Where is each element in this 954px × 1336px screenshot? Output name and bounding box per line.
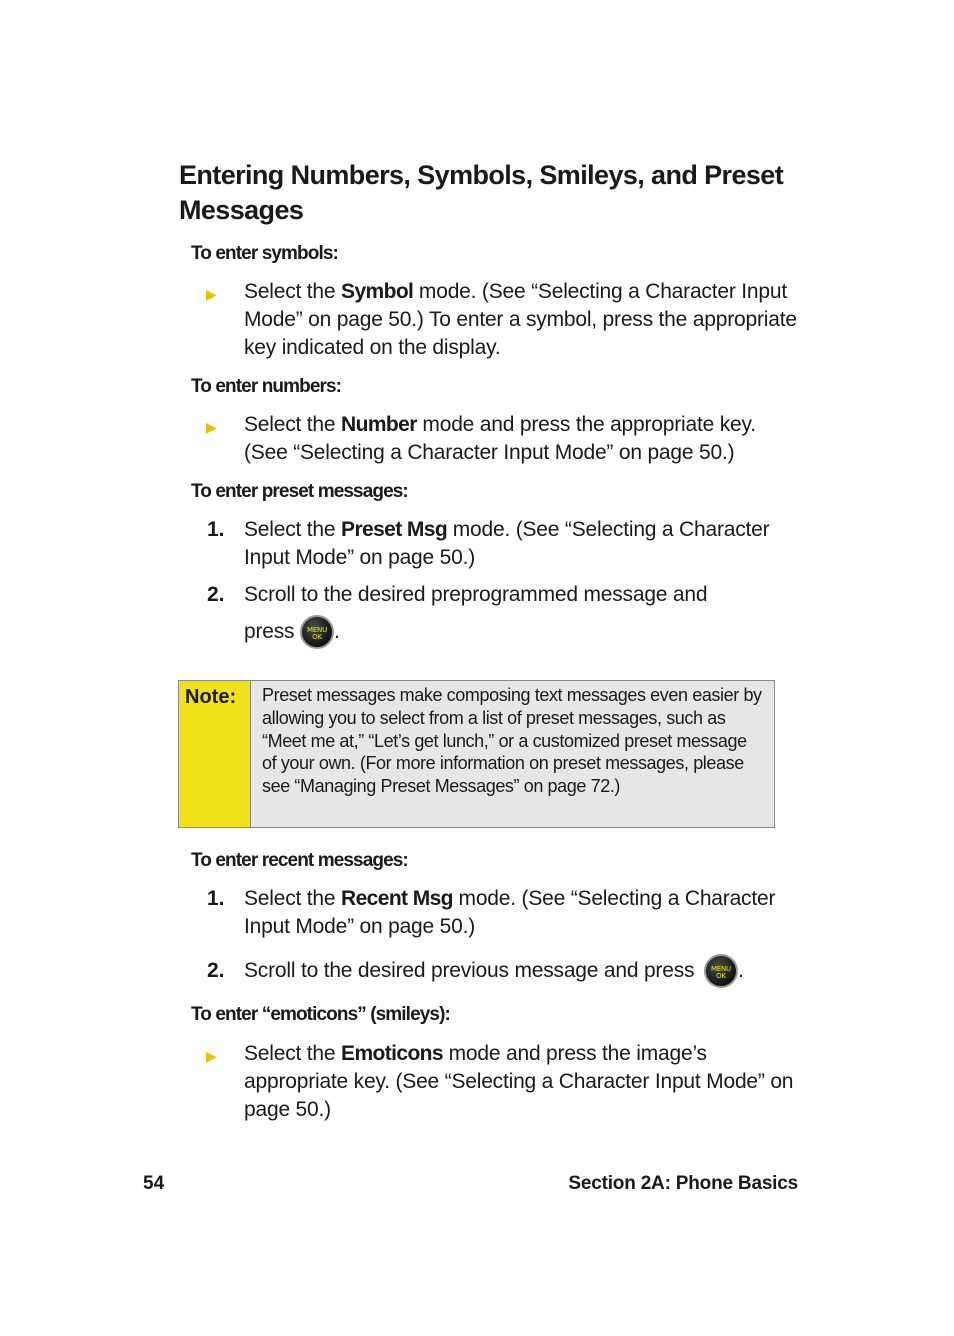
emoticons-heading: To enter “emoticons” (smileys): [191, 1004, 450, 1025]
menu-ok-key-icon: MENU OK [704, 954, 738, 988]
note-text: Preset messages make composing text messages even easier by allowing you to select from a list of preset messages, such as “Meet me at,” “Let’s get lunch,” or a customized preset message of your own. (For more information on preset messages, please see “Managing Preset Messages” on page 72.) [262, 685, 762, 797]
symbols-heading: To enter symbols: [191, 243, 338, 264]
bullet-arrow-icon: ▶ [206, 419, 217, 435]
preset-step-2-line-2: press MENU OK . [244, 614, 804, 650]
section-title: Section 2A: Phone Basics [568, 1173, 798, 1194]
step-number: 1. [207, 518, 225, 541]
menu-ok-key-icon: MENU OK [300, 615, 334, 649]
recent-step-1: Select the Recent Msg mode. (See “Selecting a Character Input Mode” on page 50.) [244, 887, 776, 938]
recent-heading: To enter recent messages: [191, 850, 408, 871]
page-title: Entering Numbers, Symbols, Smileys, and Preset Messages [179, 160, 784, 225]
step-number: 2. [207, 583, 225, 606]
step-number: 2. [207, 959, 225, 982]
note-box [178, 680, 775, 828]
symbols-bullet: Select the Symbol mode. (See “Selecting a Character Input Mode” on page 50.) To enter a symbol, press the appropriate key indicated on the display. [244, 280, 797, 359]
preset-step-1: Select the Preset Msg mode. (See “Selecting a Character Input Mode” on page 50.) [244, 518, 770, 569]
step-number: 1. [207, 887, 225, 910]
numbers-bullet: Select the Number mode and press the appropriate key. (See “Selecting a Character Input Mode” on page 50.) [244, 413, 756, 464]
preset-step-2-line-1: Scroll to the desired preprogrammed message and [244, 583, 708, 606]
bullet-arrow-icon: ▶ [206, 286, 217, 302]
emoticons-bullet: Select the Emoticons mode and press the image’s appropriate key. (See “Selecting a Character Input Mode” on page 50.) [244, 1042, 794, 1121]
numbers-heading: To enter numbers: [191, 376, 342, 397]
note-label: Note: [179, 681, 251, 827]
preset-heading: To enter preset messages: [191, 481, 408, 502]
recent-step-2: Scroll to the desired previous message and press MENU OK . [244, 953, 804, 989]
bullet-arrow-icon: ▶ [206, 1048, 217, 1064]
page-number: 54 [143, 1173, 165, 1194]
